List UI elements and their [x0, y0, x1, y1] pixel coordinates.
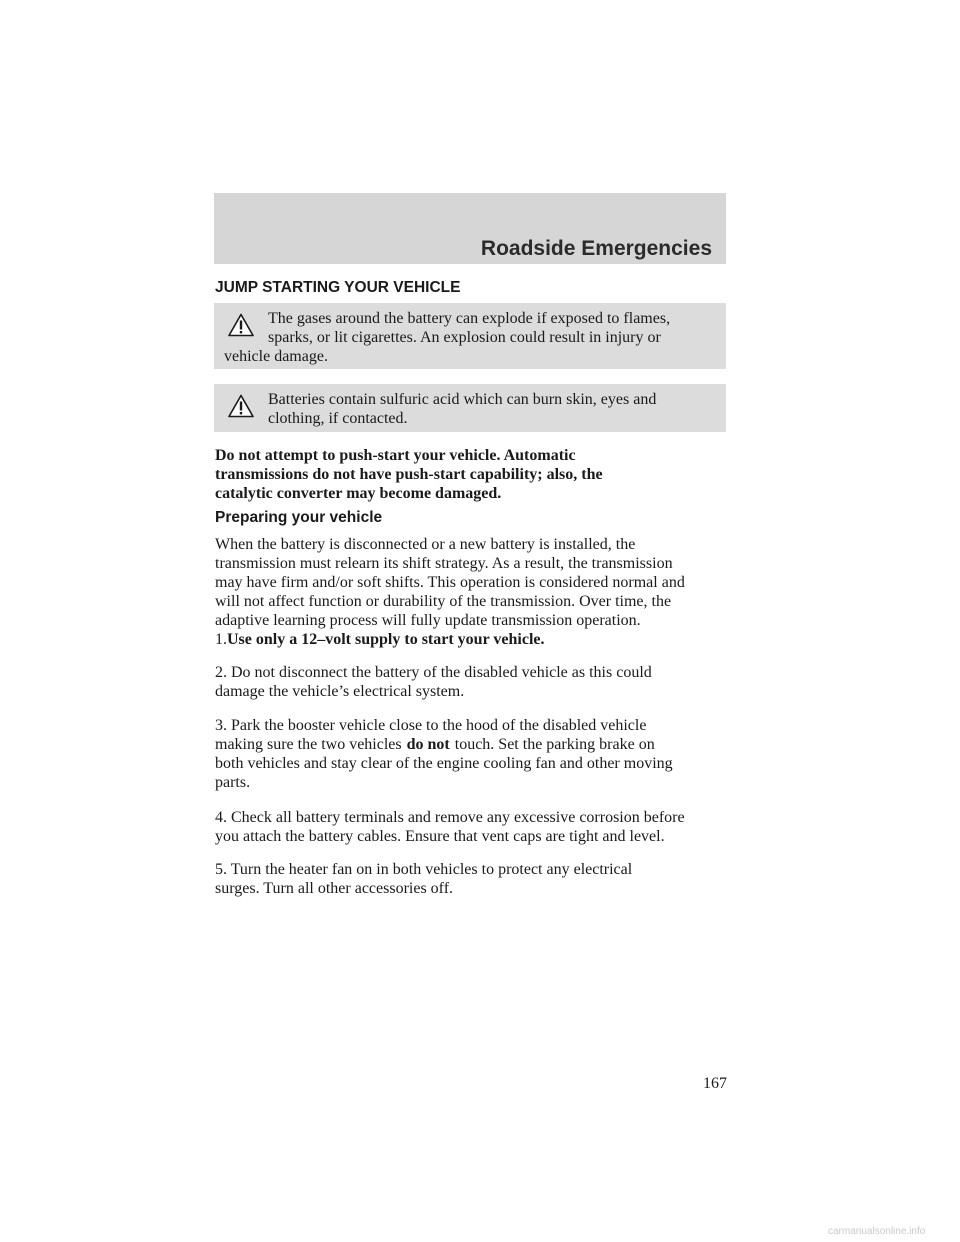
paragraph-line: will not affect function or durability of the transmission. Over time, the [215, 593, 672, 610]
step-number: 1. [215, 631, 227, 648]
warning-box-acid [214, 384, 726, 432]
paragraph-line: transmission must relearn its shift strategy. As a result, the transmission [215, 555, 673, 572]
step-line: surges. Turn all other accessories off. [215, 880, 454, 897]
paragraph-line: may have firm and/or soft shifts. This operation is considered normal and [215, 574, 685, 591]
step-line: damage the vehicle’s electrical system. [215, 683, 465, 700]
footer-watermark-url[interactable]: carmanualsonline.info [828, 1226, 926, 1237]
warning-line: sparks, or lit cigarettes. An explosion could result in injury or [268, 329, 661, 346]
step-2 [215, 663, 735, 701]
step-5 [215, 860, 735, 898]
warning-line: clothing, if contacted. [268, 410, 408, 427]
paragraph-line: When the battery is disconnected or a new battery is installed, the [215, 536, 636, 553]
warning-line: vehicle damage. [224, 348, 328, 365]
step-text: touch. Set the parking brake on [454, 736, 655, 753]
step-line: parts. [215, 774, 251, 791]
step-line: you attach the battery cables. Ensure that vent caps are tight and level. [215, 828, 665, 845]
step-emphasis: do not [406, 736, 450, 753]
chapter-title: Roadside Emergencies [480, 237, 712, 260]
subheading: Preparing your vehicle [215, 509, 383, 526]
push-start-notice [215, 446, 735, 503]
section-title: JUMP STARTING YOUR VEHICLE [215, 279, 461, 296]
paragraph-line: adaptive learning process will fully update transmission operation. [215, 612, 641, 629]
notice-line: catalytic converter may become damaged. [215, 485, 502, 502]
step-4 [215, 808, 735, 846]
warning-line: Batteries contain sulfuric acid which can burn skin, eyes and [268, 391, 657, 408]
step-line: 2. Do not disconnect the battery of the disabled vehicle as this could [215, 664, 652, 681]
intro-paragraph [215, 535, 735, 630]
step-text: making sure the two vehicles [215, 736, 402, 753]
step-1 [215, 630, 735, 649]
warning-box-explosion [214, 303, 726, 369]
step-line: 3. Park the booster vehicle close to the hood of the disabled vehicle [215, 717, 647, 734]
step-3 [215, 716, 735, 792]
warning-line: The gases around the battery can explode if exposed to flames, [268, 310, 671, 327]
warning-triangle-icon [228, 313, 254, 337]
notice-line: transmissions do not have push-start capability; also, the [215, 466, 603, 483]
step-text: Use only a 12–volt supply to start your vehicle. [227, 631, 545, 648]
step-line: 5. Turn the heater fan on in both vehicles to protect any electrical [215, 861, 633, 878]
header-band [214, 193, 726, 264]
page-number: 167 [703, 1075, 727, 1092]
notice-line: Do not attempt to push-start your vehicle. Automatic [215, 447, 576, 464]
warning-triangle-icon [228, 394, 254, 418]
step-line: 4. Check all battery terminals and remove any excessive corrosion before [215, 809, 685, 826]
step-line: both vehicles and stay clear of the engine cooling fan and other moving [215, 755, 673, 772]
